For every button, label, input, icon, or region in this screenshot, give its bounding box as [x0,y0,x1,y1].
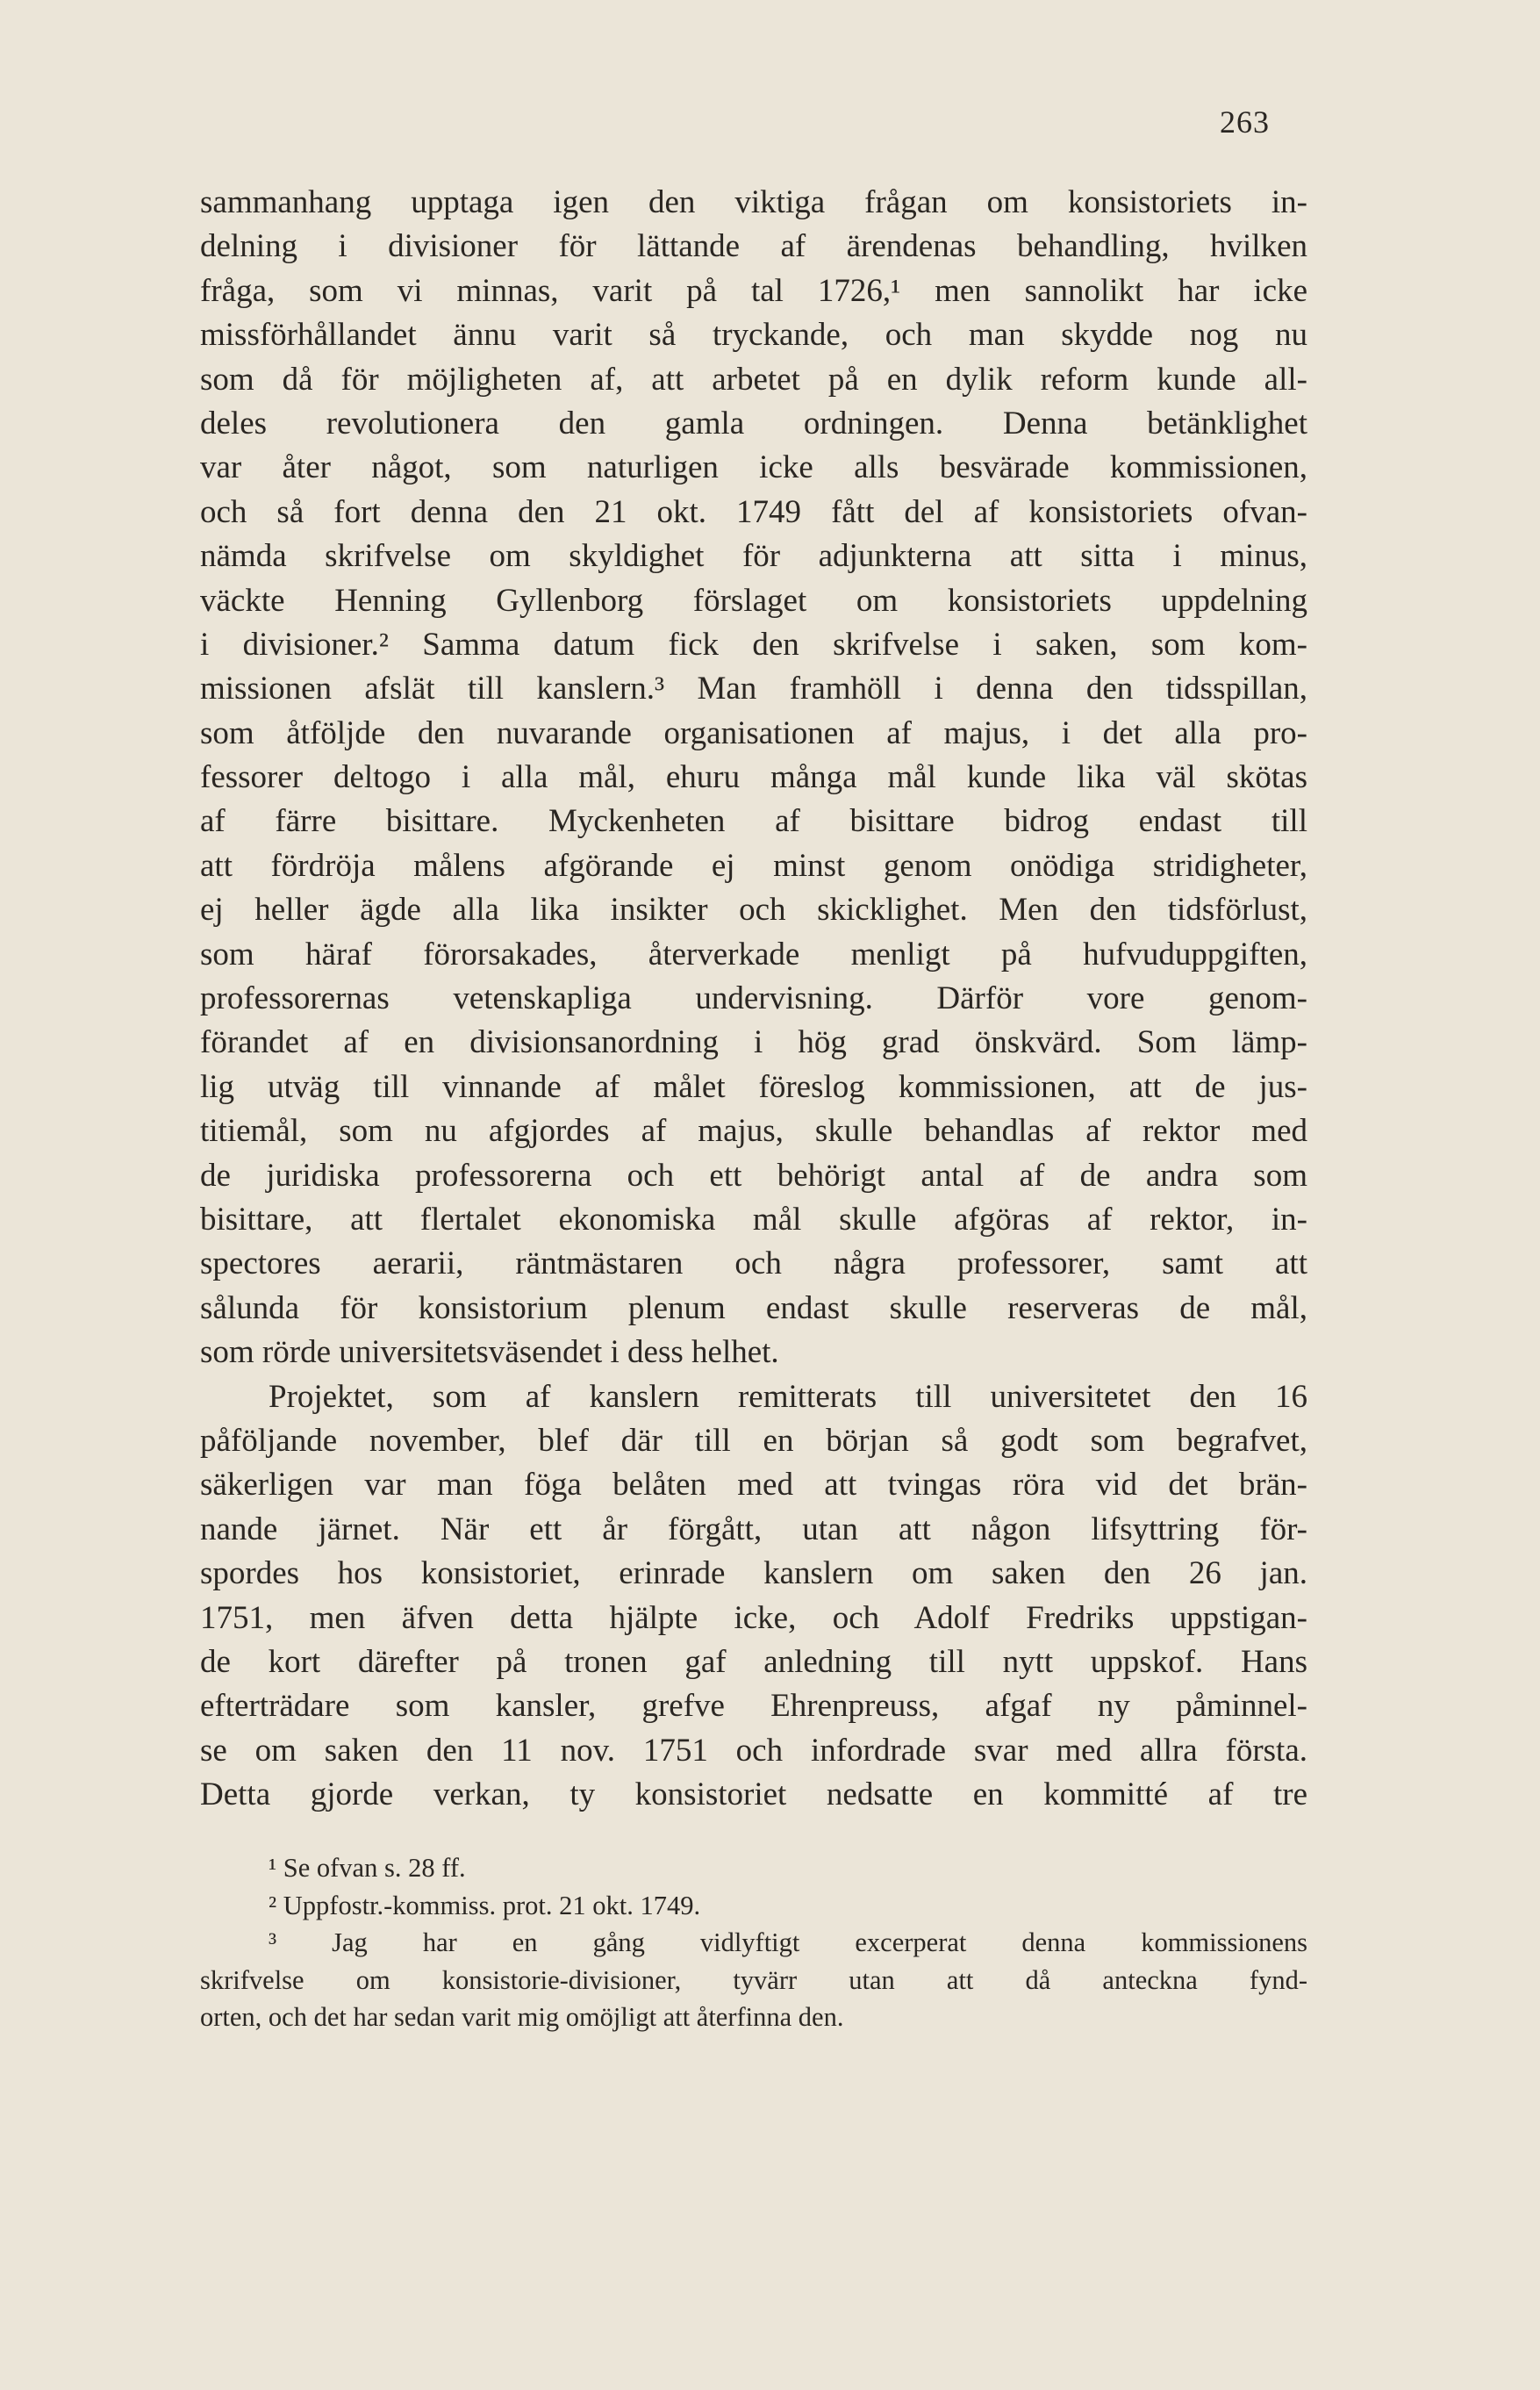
body-line: professorernas vetenskapliga undervisning. Därför vore genom- [200,980,1307,1017]
body-line: 1751, men äfven detta hjälpte icke, och Adolf Fredriks uppstigan- [200,1599,1307,1636]
paragraph-start-line: Projektet, som af kanslern remitterats till universitetet den 16 [269,1378,1307,1415]
body-line: och så fort denna den 21 okt. 1749 fått del af konsistoriets ofvan- [200,493,1307,530]
body-line: se om saken den 11 nov. 1751 och infordrade svar med allra första. [200,1732,1307,1769]
body-line: fessorer deltogo i alla mål, ehuru många mål kunde lika väl skötas [200,759,1307,796]
body-line: sammanhang upptaga igen den viktiga frågan om konsistoriets in- [200,184,1307,220]
body-line: som åtföljde den nuvarande organisationen af majus, i det alla pro- [200,714,1307,751]
body-line: som då för möjligheten af, att arbetet på en dylik reform kunde all- [200,361,1307,398]
body-line: som häraf förorsakades, återverkade menligt på hufvuduppgiften, [200,936,1307,973]
body-line: nämda skrifvelse om skyldighet för adjunkterna att sitta i minus, [200,538,1307,575]
body-line: titiemål, som nu afgjordes af majus, skulle behandlas af rektor med [200,1113,1307,1150]
body-line: bisittare, att flertalet ekonomiska mål skulle afgöras af rektor, in- [200,1201,1307,1238]
body-line: lig utväg till vinnande af målet föreslog kommissionen, att de jus- [200,1068,1307,1105]
body-line: förandet af en divisionsanordning i hög grad önskvärd. Som lämp- [200,1024,1307,1061]
paragraph-end-line: som rörde universitetsväsendet i dess helhet. [200,1334,779,1371]
body-line: nande järnet. När ett år förgått, utan att någon lifsyttring för- [200,1511,1307,1547]
page-number: 263 [1220,104,1270,140]
body-line: var åter något, som naturligen icke alls besvärade kommissionen, [200,449,1307,486]
footnote-2: ² Uppfostr.-kommiss. prot. 21 okt. 1749. [269,1890,701,1920]
body-line: i divisioner.² Samma datum fick den skrifvelse i saken, som kom- [200,626,1307,663]
body-line: säkerligen var man föga belåten med att tvingas röra vid det brän- [200,1467,1307,1504]
body-line: deles revolutionera den gamla ordningen. Denna betänklighet [200,405,1307,441]
body-line: Detta gjorde verkan, ty konsistoriet nedsatte en kommitté af tre [200,1776,1307,1813]
body-line: att fördröja målens afgörande ej minst genom onödiga stridigheter, [200,847,1307,884]
footnote-3: ³ Jag har en gång vidlyftigt excerperat denna kommissionens [269,1927,1307,1957]
footnote-3-continued: skrifvelse om konsistorie-divisioner, tyvärr utan att då anteckna fynd- [200,1964,1307,1995]
body-line: de kort därefter på tronen gaf anledning till nytt uppskof. Hans [200,1643,1307,1680]
body-line: påföljande november, blef där till en början så godt som begrafvet, [200,1422,1307,1459]
body-line: ej heller ägde alla lika insikter och skicklighet. Men den tidsförlust, [200,892,1307,929]
body-line: spordes hos konsistoriet, erinrade kanslern om saken den 26 jan. [200,1555,1307,1592]
body-line: missförhållandet ännu varit så tryckande, och man skydde nog nu [200,317,1307,354]
body-line: spectores aerarii, räntmästaren och några professorer, samt att [200,1245,1307,1282]
footnote-1: ¹ Se ofvan s. 28 ff. [269,1853,466,1883]
footnote-3-continued: orten, och det har sedan varit mig omöjligt att återfinna den. [200,2002,844,2032]
body-line: fråga, som vi minnas, varit på tal 1726,¹ men sannolikt har icke [200,272,1307,309]
body-line: af färre bisittare. Myckenheten af bisittare bidrog endast till [200,803,1307,840]
body-line: de juridiska professorerna och ett behörigt antal af de andra som [200,1157,1307,1194]
body-line: väckte Henning Gyllenborg förslaget om konsistoriets uppdelning [200,582,1307,619]
body-line: sålunda för konsistorium plenum endast skulle reserveras de mål, [200,1289,1307,1326]
body-text [200,181,1307,1817]
body-line: efterträdare som kansler, grefve Ehrenpreuss, afgaf ny påminnel- [200,1688,1307,1725]
body-line: missionen afslät till kanslern.³ Man framhöll i denna den tidsspillan, [200,671,1307,707]
body-line: delning i divisioner för lättande af ärendenas behandling, hvilken [200,228,1307,265]
footnotes [200,1849,1307,2036]
